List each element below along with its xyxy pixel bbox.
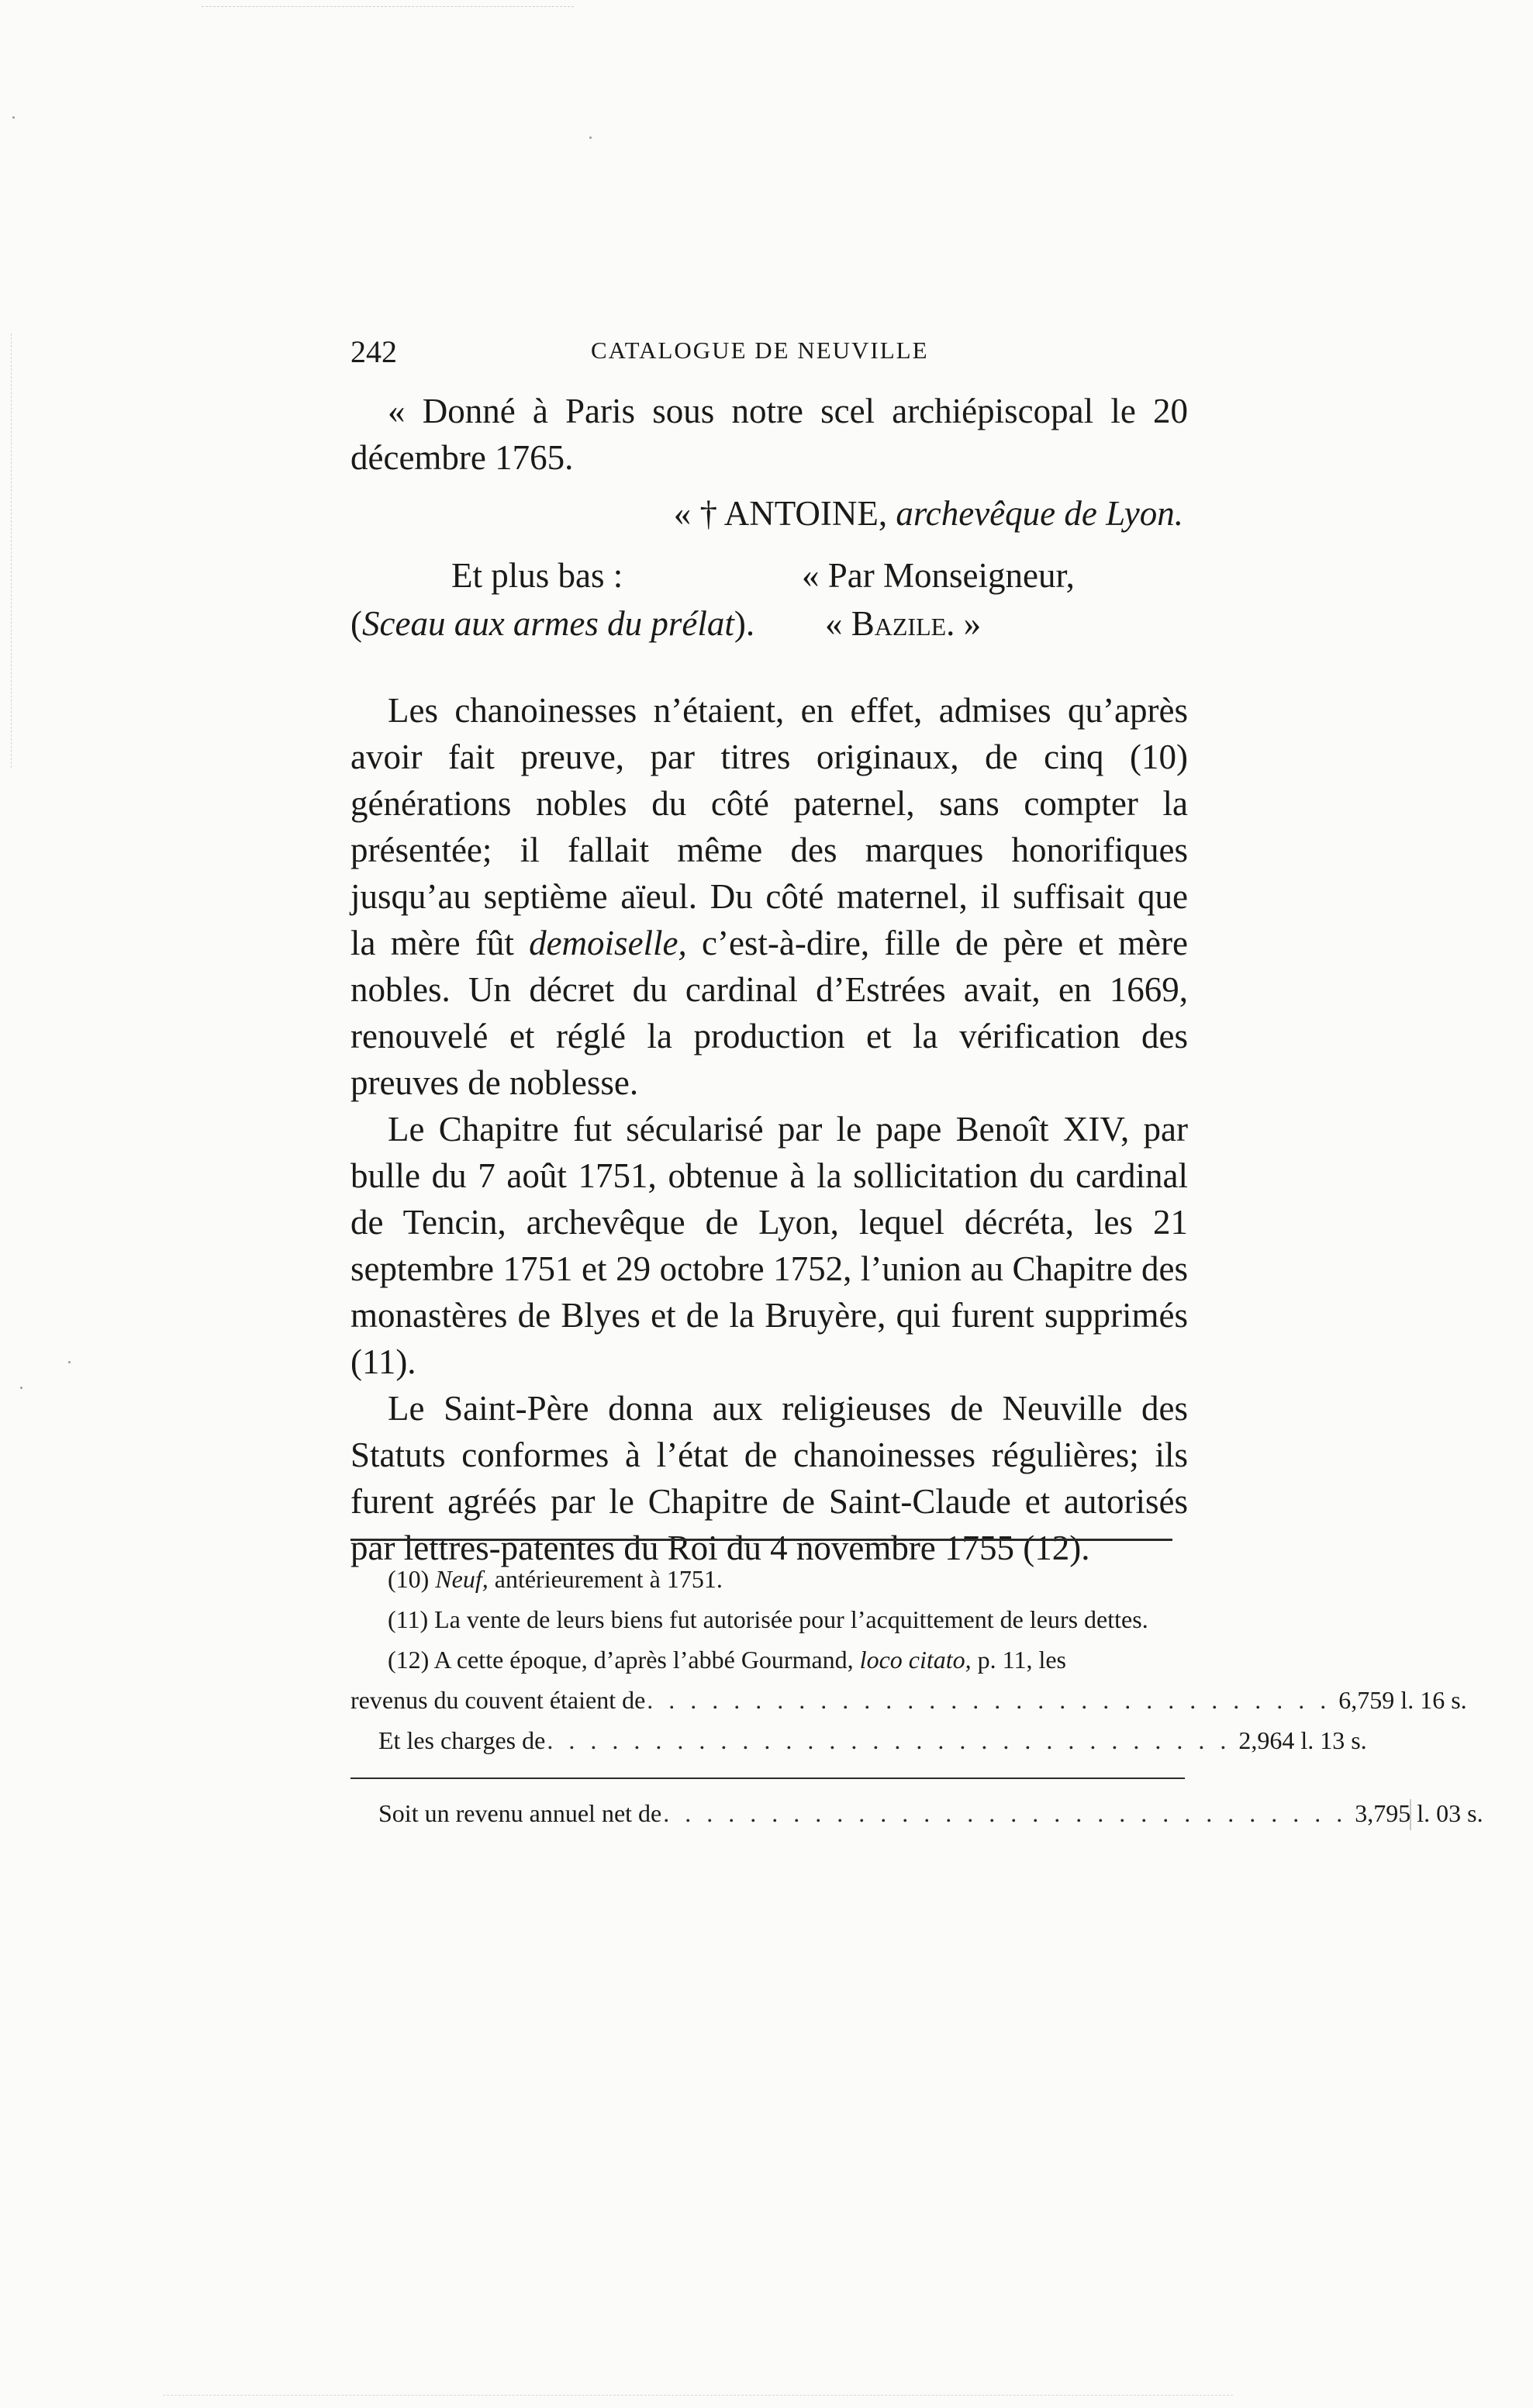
- page-edge-left: [11, 333, 12, 768]
- letter-subscription: [350, 552, 1188, 645]
- dot-leader: . . . . . . . . . . . . . . . . . . . . . . . . . . . . . . . .: [663, 1799, 1348, 1827]
- emphasis-demoiselle: demoiselle,: [529, 924, 687, 962]
- revenue-amount: 6,759 l. 16 s.: [1338, 1686, 1467, 1714]
- charges-amount: 2,964 l. 13 s.: [1238, 1726, 1367, 1754]
- footnotes: [350, 1559, 1483, 1833]
- charges-label: Et les charges de: [378, 1726, 546, 1754]
- secretary-line: « Bazile. »: [825, 604, 982, 643]
- footnote-12: (12) A cette époque, d’après l’abbé Gourmand, loco citato, p. 11, les: [388, 1646, 1066, 1674]
- signature-line: [350, 490, 1188, 537]
- net-row: [350, 1793, 1483, 1833]
- dot-leader: . . . . . . . . . . . . . . . . . . . . . . . . . . . . . . . .: [547, 1726, 1231, 1754]
- paragraph-proofs: Les chanoinesses n’étaient, en effet, admises qu’après avoir fait preuve, par titres originaux, de cinq (10) générations nobles du côté paternel, sans compter la présentée; il fallait même des marques honorifiques jusqu’au septième aïeul. Du côté maternel, il suffisait que la mère fût demoiselle, c’est-à-dire, fille de père et mère nobles. Un décret du cardinal d’Estrées avait, en 1669, renouvelé et réglé la production et la vérification des preuves de noblesse.: [350, 691, 1188, 1102]
- dot-leader: . . . . . . . . . . . . . . . . . . . . . . . . . . . . . . . .: [647, 1686, 1331, 1714]
- secretary-name: Bazile.: [851, 604, 955, 643]
- signature-title: archevêque de Lyon.: [896, 494, 1183, 533]
- revenue-row: [350, 1680, 1467, 1720]
- letter-closing: « Donné à Paris sous notre scel archiépiscopal le 20 décembre 1765.: [350, 392, 1188, 477]
- page-header: [350, 333, 1169, 372]
- footnote-11: (11) La vente de leurs biens fut autorisée pour l’acquittement de leurs dettes.: [388, 1605, 1148, 1633]
- seal-note-text: Sceau aux armes du prélat: [362, 604, 734, 643]
- main-text: [350, 388, 1188, 1571]
- paragraph-secularization: Le Chapitre fut sécularisé par le pape Benoît XIV, par bulle du 7 août 1751, obtenue à la sollicitation du cardinal de Tencin, archevêque de Lyon, lequel décréta, les 21 septembre 1751 et 29 octobre 1752, l’union au Chapitre des monastères de Blyes et de la Bruyère, qui furent supprimés (11).: [350, 1110, 1188, 1381]
- speck: [68, 1361, 71, 1363]
- speck: [589, 136, 592, 139]
- footnote-10: (10) Neuf, antérieurement à 1751.: [388, 1565, 723, 1593]
- net-label: Soit un revenu annuel net de: [378, 1799, 662, 1827]
- page-edge-bottom: [163, 2395, 1233, 2396]
- page-number: 242: [350, 334, 397, 369]
- paragraph-statutes: Le Saint-Père donna aux religieuses de Neuville des Statuts conformes à l’état de chanoinesses régulières; ils furent agréés par le Chapitre de Saint-Claude et autorisés par lettres-patentes du Roi du 4 novembre 1755 (12).: [350, 1389, 1188, 1567]
- seal-note: (Sceau aux armes du prélat).: [350, 604, 755, 643]
- speck: [12, 116, 15, 119]
- charges-row: [350, 1720, 1367, 1760]
- sum-rule: [350, 1777, 1185, 1779]
- net-amount: 3,795 l. 03 s.: [1355, 1799, 1483, 1827]
- running-title: CATALOGUE DE NEUVILLE: [591, 337, 929, 364]
- below-left-top: Et plus bas :: [451, 556, 623, 595]
- page-edge-top: [202, 6, 574, 7]
- footnote-rule: [350, 1539, 1172, 1541]
- signature-prefix: « † ANTOINE,: [673, 494, 896, 533]
- speck: [20, 1387, 22, 1389]
- below-right-top: « Par Monseigneur,: [802, 556, 1075, 595]
- revenue-label: revenus du couvent étaient de: [350, 1686, 646, 1714]
